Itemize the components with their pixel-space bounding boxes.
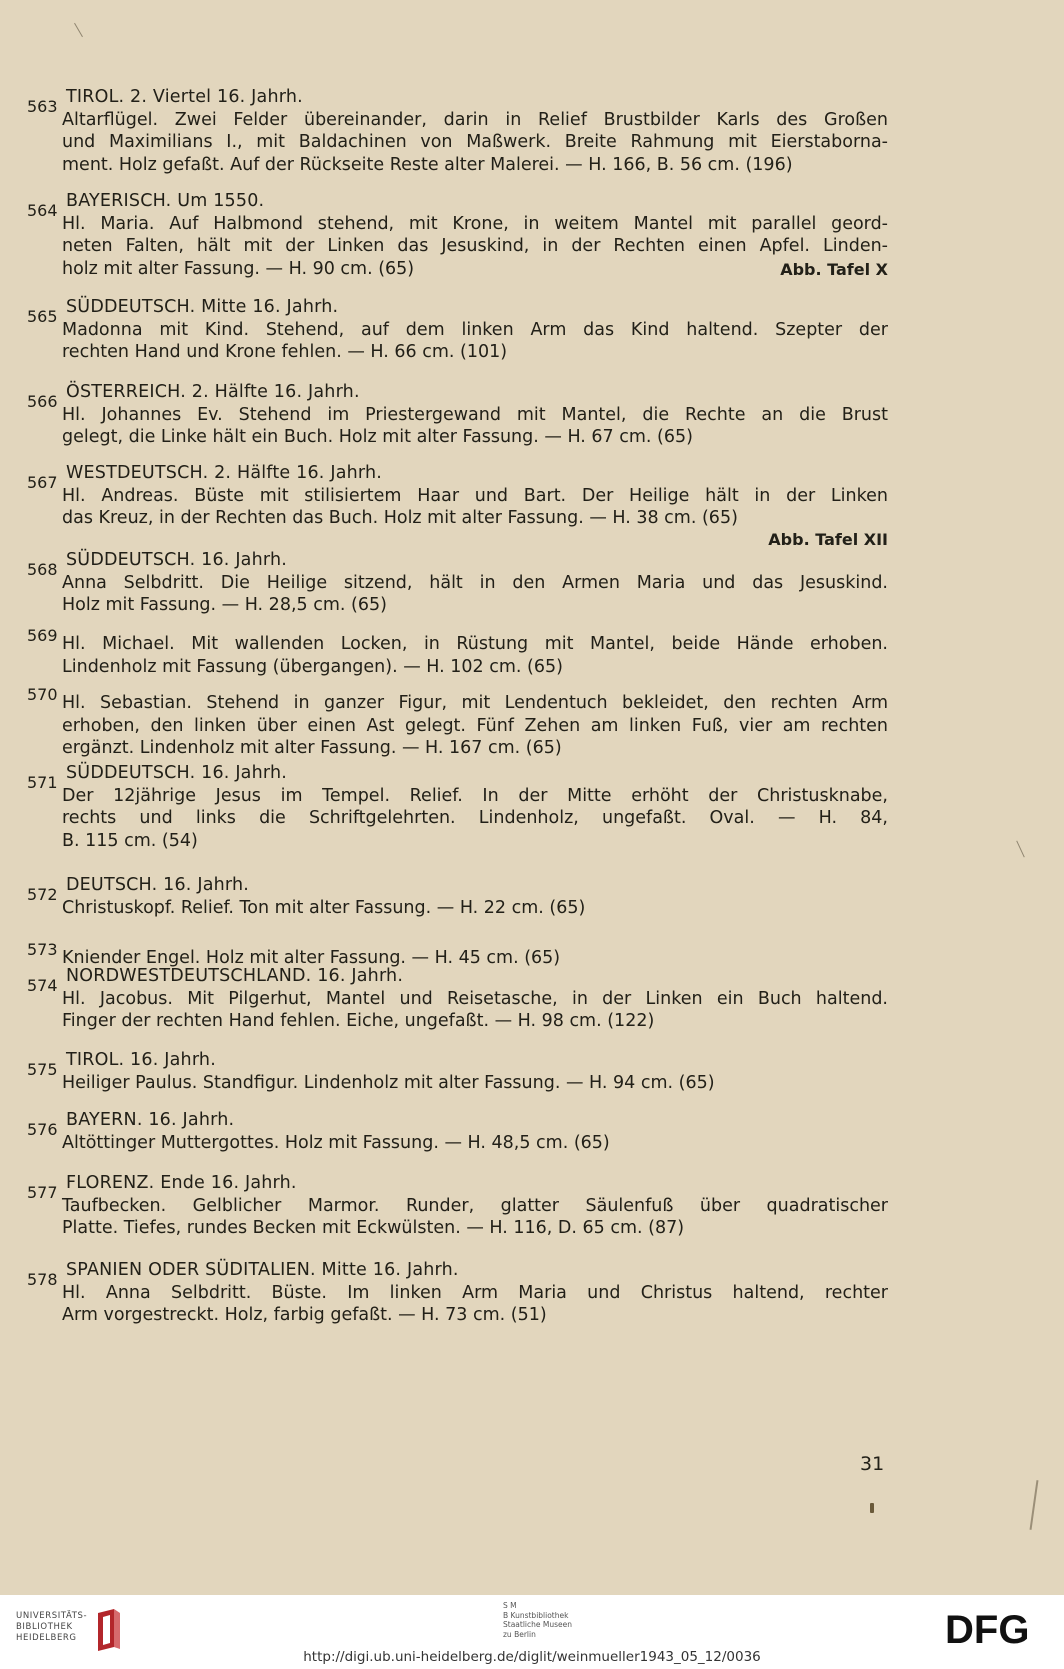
entry-heading: SPANIEN ODER SÜDITALIEN. Mitte 16. Jahrh. bbox=[66, 1260, 459, 1280]
entry-heading: SÜDDEUTSCH. 16. Jahrh. bbox=[66, 550, 288, 570]
entry-line: Hl. Andreas. Büste mit stilisiertem Haar und Bart. Der Heilige hält in der Linken bbox=[62, 485, 888, 506]
catalogue-entry bbox=[27, 296, 888, 364]
entry-line: gelegt, die Linke hält ein Buch. Holz mit alter Fassung. — H. 67 cm. (65) bbox=[62, 427, 693, 447]
entry-line: das Kreuz, in der Rechten das Buch. Holz mit alter Fassung. — H. 38 cm. (65) bbox=[62, 508, 738, 528]
university-line: UNIVERSITÄTS- bbox=[16, 1611, 88, 1621]
entry-heading: SÜDDEUTSCH. Mitte 16. Jahrh. bbox=[66, 297, 339, 317]
entry-line: Arm vorgestreckt. Holz, farbig gefaßt. — H. 73 cm. (51) bbox=[62, 1305, 547, 1325]
entry-line: rechten Hand und Krone fehlen. — H. 66 cm. (101) bbox=[62, 342, 508, 362]
pencil-mark bbox=[74, 23, 83, 37]
stamp-line: Staatliche Museen bbox=[503, 1620, 572, 1629]
entry-line: Der 12jährige Jesus im Tempel. Relief. In der Mitte erhöht der Christusknabe, bbox=[62, 785, 888, 806]
entry-number: 573 bbox=[27, 940, 58, 959]
entry-line: Kniender Engel. Holz mit alter Fassung. — H. 45 cm. (65) bbox=[62, 948, 561, 968]
entry-heading: WESTDEUTSCH. 2. Hälfte 16. Jahrh. bbox=[66, 463, 383, 483]
catalogue-entry bbox=[27, 762, 888, 852]
pencil-mark bbox=[1016, 841, 1025, 858]
entry-line: Holz mit Fassung. — H. 28,5 cm. (65) bbox=[62, 595, 387, 615]
plate-reference: Abb. Tafel X bbox=[780, 260, 888, 279]
entry-number: 563 bbox=[27, 97, 58, 116]
catalogue-entry bbox=[27, 86, 888, 176]
entry-line: Hl. Anna Selbdritt. Büste. Im linken Arm Maria und Christus haltend, rechter bbox=[62, 1282, 888, 1303]
entry-heading: NORDWESTDEUTSCHLAND. 16. Jahrh. bbox=[66, 966, 404, 986]
entry-number: 565 bbox=[27, 307, 58, 326]
catalogue-entry bbox=[27, 190, 888, 280]
university-logo-icon bbox=[94, 1607, 124, 1653]
entry-number: 567 bbox=[27, 473, 58, 492]
university-label bbox=[16, 1611, 87, 1644]
entry-number: 572 bbox=[27, 885, 58, 904]
entry-line: Hl. Michael. Mit wallenden Locken, in Rüstung mit Mantel, beide Hände erhoben. bbox=[62, 634, 888, 654]
catalogue-entry bbox=[27, 1109, 888, 1154]
entry-number: 570 bbox=[27, 685, 58, 704]
catalogue-entry bbox=[27, 1172, 888, 1240]
entry-line: Madonna mit Kind. Stehend, auf dem linken Arm das Kind haltend. Szepter der bbox=[62, 319, 888, 340]
entry-line: ergänzt. Lindenholz mit alter Fassung. — H. 167 cm. (65) bbox=[62, 738, 562, 758]
entry-number: 574 bbox=[27, 976, 58, 995]
entry-line: Lindenholz mit Fassung (übergangen). — H. 102 cm. (65) bbox=[62, 656, 563, 677]
permalink-url[interactable]: http://digi.ub.uni-heidelberg.de/diglit/weinmueller1943_05_12/0036 bbox=[303, 1649, 761, 1665]
entry-heading: BAYERN. 16. Jahrh. bbox=[66, 1110, 235, 1130]
entry-heading: BAYERISCH. Um 1550. bbox=[66, 191, 265, 211]
entry-line: holz mit alter Fassung. — H. 90 cm. (65) bbox=[62, 258, 415, 279]
catalogue-entry bbox=[27, 549, 888, 617]
entry-line: Taufbecken. Gelblicher Marmor. Runder, glatter Säulenfuß über quadratischer bbox=[62, 1195, 888, 1216]
entry-line: rechts und links die Schriftgelehrten. Lindenholz, ungefaßt. Oval. — H. 84, bbox=[62, 808, 888, 828]
entry-number: 564 bbox=[27, 201, 58, 220]
library-stamp bbox=[503, 1601, 572, 1639]
catalogue-entry bbox=[27, 1259, 888, 1327]
ink-spot bbox=[870, 1503, 874, 1513]
entry-number: 577 bbox=[27, 1183, 58, 1202]
entry-line: und Maximilians I., mit Baldachinen von Maßwerk. Breite Rahmung mit Eierstaborna- bbox=[62, 132, 888, 152]
entry-number: 571 bbox=[27, 773, 58, 792]
entry-heading: ÖSTERREICH. 2. Hälfte 16. Jahrh. bbox=[66, 382, 360, 402]
entry-line: Platte. Tiefes, rundes Becken mit Eckwülsten. — H. 116, D. 65 cm. (87) bbox=[62, 1218, 685, 1238]
viewer-footer bbox=[0, 1595, 1064, 1669]
page-number: 31 bbox=[860, 1453, 885, 1475]
catalogue-entry bbox=[27, 615, 888, 678]
entry-number: 569 bbox=[27, 626, 58, 645]
entry-line: Heiliger Paulus. Standfigur. Lindenholz mit alter Fassung. — H. 94 cm. (65) bbox=[62, 1072, 715, 1093]
entry-heading: SÜDDEUTSCH. 16. Jahrh. bbox=[66, 763, 288, 783]
catalogue-entry bbox=[27, 381, 888, 449]
pencil-mark bbox=[1030, 1480, 1039, 1530]
entry-line: Anna Selbdritt. Die Heilige sitzend, hält in den Armen Maria und das Jesuskind. bbox=[62, 572, 888, 593]
entry-number: 566 bbox=[27, 392, 58, 411]
catalogue-entry bbox=[27, 462, 888, 550]
plate-reference: Abb. Tafel XII bbox=[768, 529, 888, 549]
stamp-line: zu Berlin bbox=[503, 1629, 536, 1639]
entry-line: Altöttinger Muttergottes. Holz mit Fassung. — H. 48,5 cm. (65) bbox=[62, 1132, 610, 1153]
catalogue-entry bbox=[27, 929, 888, 970]
stamp-line: S M bbox=[503, 1601, 517, 1610]
entry-line: B. 115 cm. (54) bbox=[62, 830, 198, 851]
entry-number: 578 bbox=[27, 1270, 58, 1289]
entry-heading: TIROL. 16. Jahrh. bbox=[66, 1050, 216, 1070]
catalogue-entry bbox=[27, 1049, 888, 1094]
entry-line: Finger der rechten Hand fehlen. Eiche, ungefaßt. — H. 98 cm. (122) bbox=[62, 1011, 655, 1031]
entry-number: 576 bbox=[27, 1120, 58, 1139]
entry-line: Hl. Johannes Ev. Stehend im Priestergewand mit Mantel, die Rechte an die Brust bbox=[62, 404, 888, 425]
entry-line: Hl. Jacobus. Mit Pilgerhut, Mantel und Reisetasche, in der Linken ein Buch haltend. bbox=[62, 988, 888, 1009]
entry-heading: DEUTSCH. 16. Jahrh. bbox=[66, 875, 250, 895]
entry-line: ment. Holz gefaßt. Auf der Rückseite Reste alter Malerei. — H. 166, B. 56 cm. (196) bbox=[62, 154, 793, 175]
entry-line: erhoben, den linken über einen Ast gelegt. Fünf Zehen am linken Fuß, vier am rechten bbox=[62, 715, 888, 736]
entry-number: 575 bbox=[27, 1060, 58, 1079]
university-line: BIBLIOTHEK bbox=[16, 1622, 73, 1632]
entry-heading: TIROL. 2. Viertel 16. Jahrh. bbox=[66, 87, 303, 107]
stamp-line: B Kunstbibliothek bbox=[503, 1610, 569, 1620]
catalogue-entry bbox=[27, 965, 888, 1033]
catalogue-entry bbox=[27, 874, 888, 919]
dfg-logo bbox=[945, 1609, 1049, 1649]
university-line: HEIDELBERG bbox=[16, 1633, 77, 1643]
entry-line: neten Falten, hält mit der Linken das Jesuskind, in der Rechten einen Apfel. Linden- bbox=[62, 236, 888, 256]
entry-line: Altarflügel. Zwei Felder übereinander, darin in Relief Brustbilder Karls des Großen bbox=[62, 109, 888, 130]
catalogue-entry bbox=[27, 674, 888, 760]
entry-line: Hl. Maria. Auf Halbmond stehend, mit Krone, in weitem Mantel mit parallel geord- bbox=[62, 213, 888, 234]
entry-line: Hl. Sebastian. Stehend in ganzer Figur, mit Lendentuch bekleidet, den rechten Arm bbox=[62, 693, 888, 713]
entry-line: Christuskopf. Relief. Ton mit alter Fassung. — H. 22 cm. (65) bbox=[62, 897, 586, 918]
entry-number: 568 bbox=[27, 560, 58, 579]
entry-heading: FLORENZ. Ende 16. Jahrh. bbox=[66, 1173, 297, 1193]
dfg-logo-text: DFG bbox=[945, 1609, 1030, 1649]
